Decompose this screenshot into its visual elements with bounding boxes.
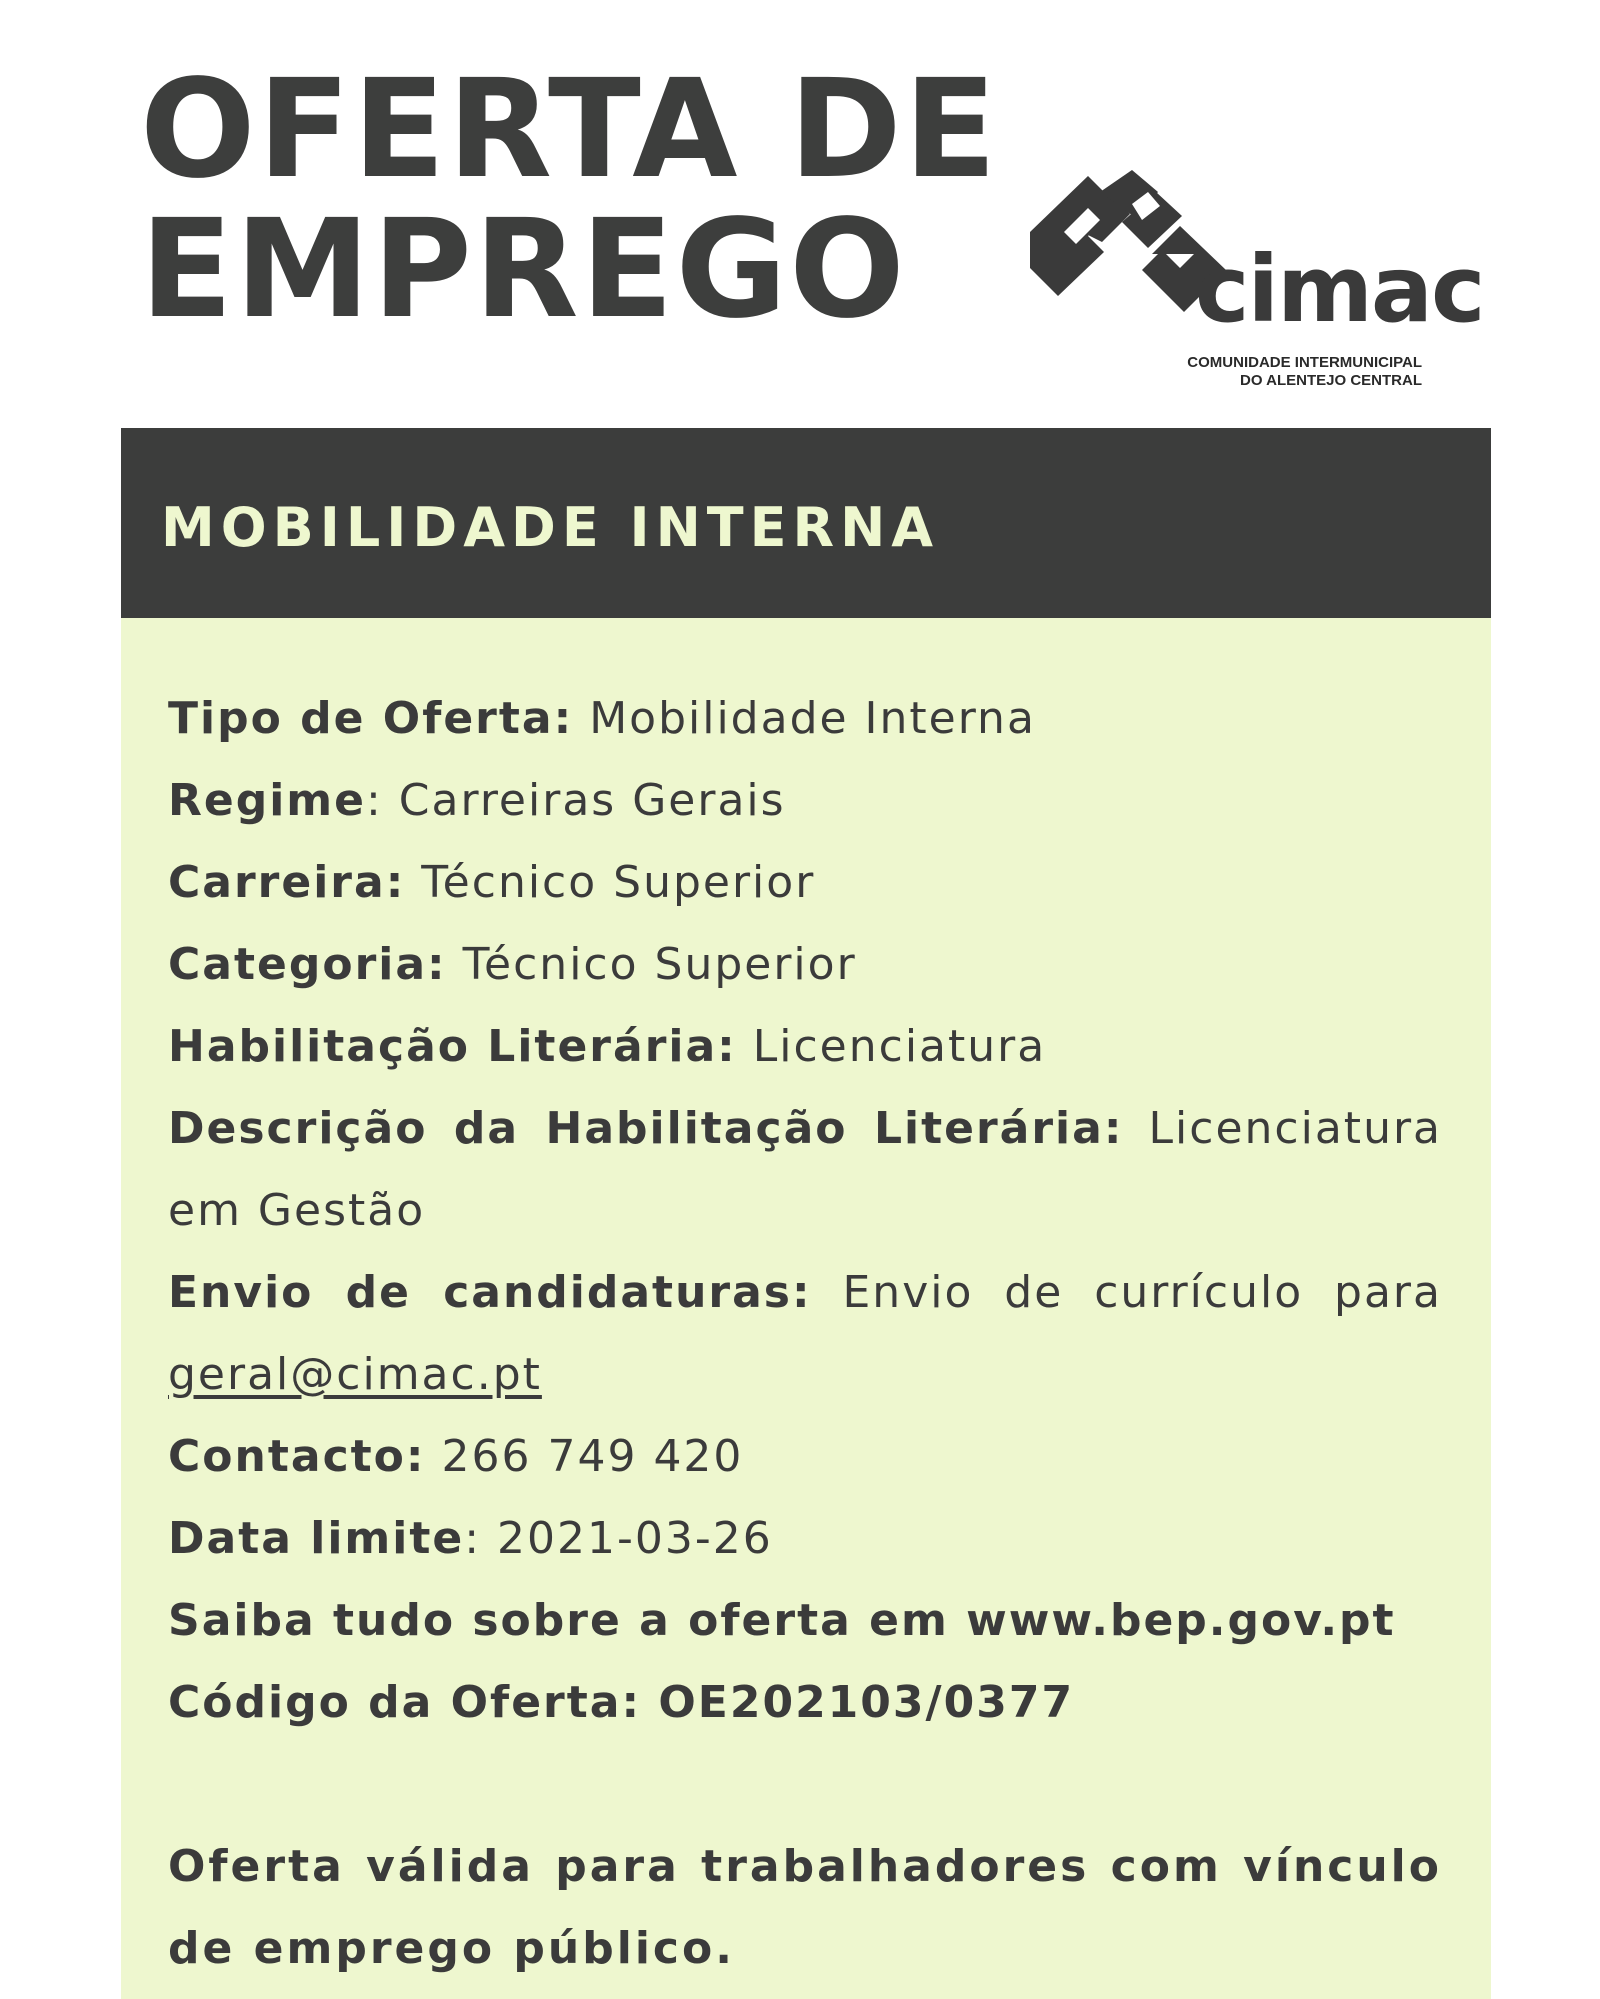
field-tipo-value: Mobilidade Interna xyxy=(573,693,1036,744)
spacer xyxy=(168,1744,1442,1826)
field-contacto-value: 266 749 420 xyxy=(425,1431,744,1482)
bep-info: Saiba tudo sobre a oferta em www.bep.gov.pt xyxy=(168,1595,1396,1646)
field-envio xyxy=(168,1252,1442,1416)
panel-title: MOBILIDADE INTERNA xyxy=(161,496,940,559)
field-data-limite-value: : 2021-03-26 xyxy=(464,1513,773,1564)
field-habilitacao xyxy=(168,1006,1442,1088)
field-descricao-value: Licenciatura em Gestão xyxy=(168,1103,1443,1236)
field-carreira-value: Técnico Superior xyxy=(405,857,816,908)
field-descricao xyxy=(168,1088,1442,1252)
logo-subtitle-line-1: COMUNIDADE INTERMUNICIPAL xyxy=(1187,354,1422,371)
page-title xyxy=(140,51,1040,349)
field-categoria xyxy=(168,924,1442,1006)
field-carreira xyxy=(168,842,1442,924)
field-descricao-label: Descrição da Habilitação Literária: xyxy=(168,1103,1124,1154)
field-tipo xyxy=(168,678,1442,760)
field-data-limite xyxy=(168,1498,1442,1580)
field-categoria-label: Categoria: xyxy=(168,939,447,990)
field-habilitacao-label: Habilitação Literária: xyxy=(168,1021,737,1072)
title-line-2: EMPREGO xyxy=(140,191,907,349)
field-carreira-label: Carreira: xyxy=(168,857,406,908)
field-habilitacao-value: Licenciatura xyxy=(736,1021,1047,1072)
field-contacto xyxy=(168,1416,1442,1498)
eligibility-note: Oferta válida para trabalhadores com vínculo de emprego público. xyxy=(168,1841,1442,1974)
offer-code: Código da Oferta: OE202103/0377 xyxy=(168,1677,1075,1728)
field-envio-label: Envio de candidaturas: xyxy=(168,1267,812,1318)
field-regime xyxy=(168,760,1442,842)
panel-body xyxy=(121,618,1491,1999)
cimac-logo xyxy=(1030,170,1484,400)
title-line-1: OFERTA DE xyxy=(140,51,999,209)
offer-details xyxy=(168,678,1442,1990)
field-data-limite-label: Data limite xyxy=(168,1513,465,1564)
email-link[interactable]: geral@cimac.pt xyxy=(168,1349,542,1400)
panel-header xyxy=(121,428,1491,618)
field-regime-value: : Carreiras Gerais xyxy=(366,775,786,826)
logo-wordmark: cimac xyxy=(1195,236,1484,343)
field-envio-value: Envio de currículo para xyxy=(811,1267,1442,1318)
field-contacto-label: Contacto: xyxy=(168,1431,426,1482)
field-categoria-value: Técnico Superior xyxy=(446,939,857,990)
logo-subtitle-line-2: DO ALENTEJO CENTRAL xyxy=(1240,372,1422,389)
field-regime-label: Regime xyxy=(168,775,366,826)
field-tipo-label: Tipo de Oferta: xyxy=(168,693,574,744)
logo-subtitle xyxy=(1187,354,1422,390)
